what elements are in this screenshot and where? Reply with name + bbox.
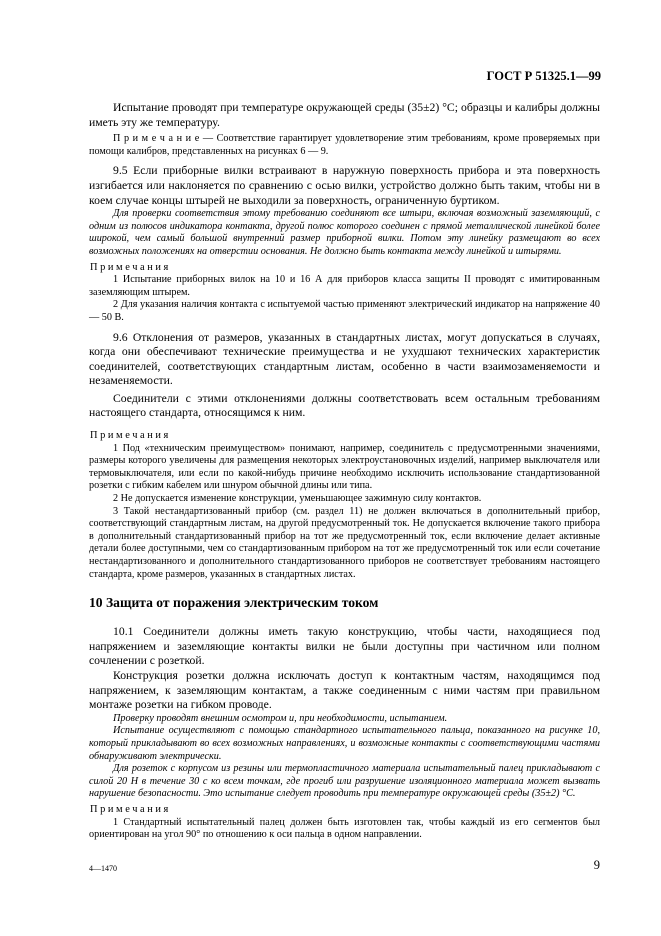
clause-9-5: 9.5 Если приборные вилки встраивают в наружную поверхность прибора и эта поверхность изгибается или наклоняется по сравнению с осью вилки, устройство должно быть таким, чтобы ни в коем случае концы штырей не выходили за поверхность, ограниченную буртиком. xyxy=(89,164,600,207)
clause-9-6: 9.6 Отклонения от размеров, указанных в стандартных листах, могут допускаться в случаях, когда они обеспечивают технические преимущества и не ухудшают технических характеристик соединителей, соответствующих стандартным листам, особенно в части взаимозаменяемости и незаменяемости. xyxy=(89,330,600,388)
notes-heading: Примечания xyxy=(90,803,171,815)
test-method: Для проверки соответствия этому требованию соединяют все штыри, включая возможный заземляющий, с одним из полюсов индикатора контакта, другой полюс которого соединен с прямой металлической линейкой более широкой, чем самый большой внутренний размер приборной вилки. Потом эту линейку размещают во всех возможных положениях на отверстии основания. Не должно быть контакта между линейкой и штырями. xyxy=(89,208,600,257)
note: П р и м е ч а н и е — Соответствие гарантирует удовлетворение этим требованиям, кроме проверяемых при помощи калибров, представленных на рисунках 6 — 9. xyxy=(89,133,600,157)
page-number: 9 xyxy=(593,858,600,872)
section-heading: 10 Защита от поражения электрическим током xyxy=(89,595,379,611)
test-method: Для розеток с корпусом из резины или термопластичного материала испытательный палец прикладывают с силой 20 Н в течение 30 с ко всем точкам, где прогиб или разрушение изоляционного материала может вызвать нарушение безопасности. Это испытание следует проводить при температуре окружающей среды (35±2) °С. xyxy=(89,763,600,800)
note-item: 1 Под «техническим преимуществом» понимают, например, соединитель с предусмотренными значениями, размеры которого увеличены для размещения некоторых электроустановочных изделий, например выключателя или термовыключателя, или если по какой-нибудь причине необходимо исключить использование стандартизованной розетки с гибким кабелем или шнуром обычной длины или типа. xyxy=(89,442,600,492)
clause-10-1: 10.1 Соединители должны иметь такую конструкцию, чтобы части, находящиеся под напряжением и заземляющие контакты вилки не были доступны при частичном или полном сочленении с розеткой. xyxy=(89,625,600,668)
test-method: Испытание осуществляют с помощью стандартного испытательного пальца, показанного на рисунке 10, который прикладывают во всех возможных направлениях, и возможные контакты с соответствующими частями обнаруживают электрически. xyxy=(89,725,600,762)
paragraph: Соединители с этими отклонениями должны соответствовать всем остальным требованиям настоящего стандарта, относящимся к ним. xyxy=(89,391,600,420)
note-item: 1 Стандартный испытательный палец должен быть изготовлен так, чтобы каждый из его сегментов был ориентирован на угол 90° по отношению к оси пальца в одном направлении. xyxy=(89,816,600,841)
paragraph: Конструкция розетки должна исключать доступ к контактным частям, находящимся под напряжением, к заземляющим контактам, а также соединенным с ними частям при правильном монтаже розетки на гибком проводе. xyxy=(89,668,600,712)
test-method: Проверку проводят внешним осмотром и, при необходимости, испытанием. xyxy=(113,712,448,724)
standard-header: ГОСТ Р 51325.1—99 xyxy=(486,69,601,83)
page-body xyxy=(89,101,600,842)
note-item: 3 Такой нестандартизованный прибор (см. раздел 11) не должен включаться в дополнительный прибор, соответствующий стандартным листам, на другой предусмотренный ток. Не допускается включение такого прибора в дополнительный стандартизованный прибор на тот же предусмотренный ток, если включение делает активные детали более доступными, чем со стандартизованным прибором на тот же предусмотренный ток или если сочетание нестандартизованного и дополнительного стандартизованного приборов не соответствует требованиям настоящего стандарта, кроме размеров, указанных в стандартных листах. xyxy=(89,505,600,580)
paragraph: Испытание проводят при температуре окружающей среды (35±2) °С; образцы и калибры должны иметь эту же температуру. xyxy=(89,101,600,129)
note-item: 1 Испытание приборных вилок на 10 и 16 А для приборов класса защиты II проводят с имитированным заземляющим штырем. xyxy=(89,274,600,298)
note-item: 2 Не допускается изменение конструкции, уменьшающее зажимную силу контактов. xyxy=(113,493,482,505)
note-item: 2 Для указания наличия контакта с испытуемой частью применяют электрический индикатор на напряжение 40 — 50 В. xyxy=(89,299,600,323)
notes-heading: Примечания xyxy=(90,261,171,273)
notes-heading: Примечания xyxy=(90,430,171,442)
print-code: 4—1470 xyxy=(89,864,117,873)
